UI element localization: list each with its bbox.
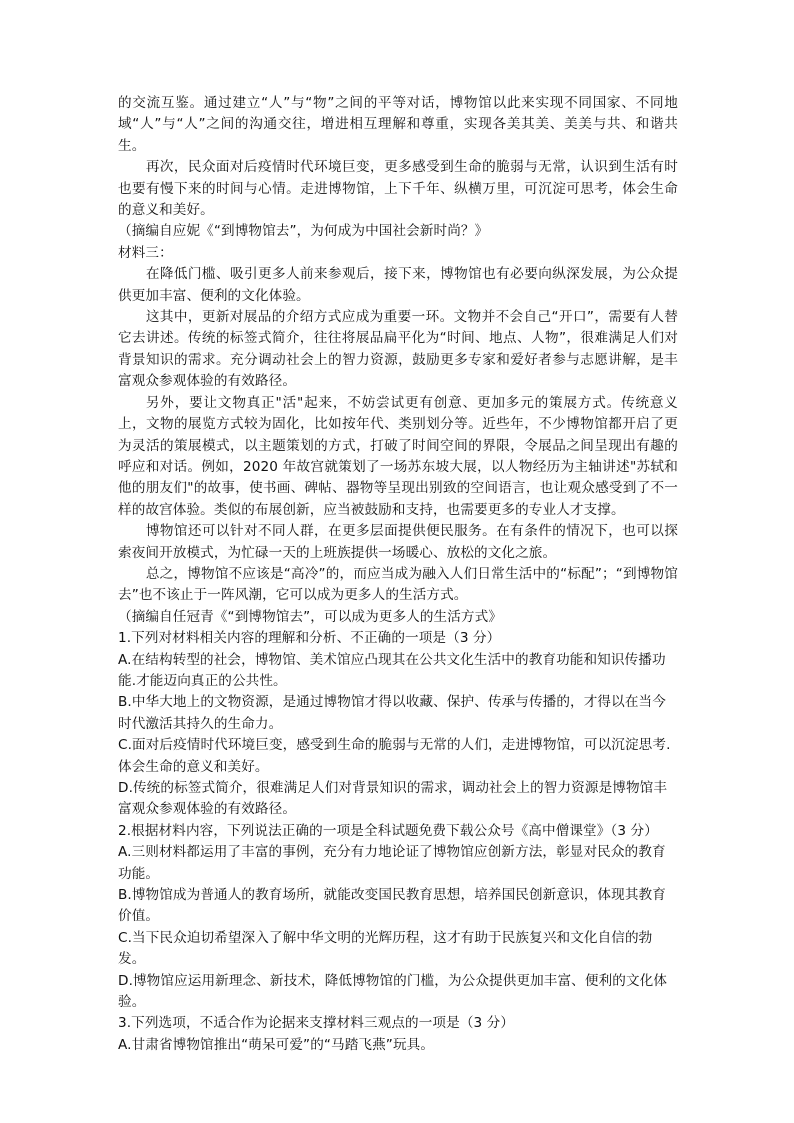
material2-paragraph-end: 的交流互鉴。通过建立“人”与“物”之间的平等对话，博物馆以此来实现不同国家、不同地域“人”与“人”之间的沟通交往，增进相互理解和尊重，实现各美其美、美美与共、和谐共生。 (118, 95, 678, 154)
question-1-option-c: C.面对后疫情时代环境巨变，感受到生命的脆弱与无常的人们，走进博物馆，可以沉淀思考.体会生命的意义和美好。 (118, 737, 671, 775)
question-3-option-a: A.甘肃省博物馆推出“萌呆可爱”的“马踏飞燕”玩具。 (118, 1036, 435, 1053)
question-2-option-c: C.当下民众迫切希望深入了解中华文明的光辉历程，这才有助于民族复兴和文化自信的勃发。 (118, 929, 653, 968)
material3-paragraph-4: 博物馆还可以针对不同人群，在更多层面提供便民服务。在有条件的情况下，也可以探索夜间开放模式，为忙碌一天的上班族提供一场暖心、放松的文化之旅。 (118, 523, 678, 561)
question-2-option-b: B.博物馆成为普通人的教育场所，就能改变国民教育思想，培养国民创新意识，体现其教育价值。 (118, 887, 666, 925)
material3-paragraph-3: 另外，要让文物真正"活"起来，不妨尝试更有创意、更加多元的策展方式。传统意义上，文物的展览方式较为固化，比如按年代、类别划分等。近些年，不少博物馆都开启了更为灵活的策展模式，以主题策划的方式，打破了时间空间的界限，令展品之间呈现出有趣的呼应和对话。例如，2020 年故宫就策划了一场苏东坡大展，以人物经历为主轴讲述"苏轼和他的朋友们"的故事，使书画、碑帖、器物等呈现出别致的空间语言，也让观众感受到了不一样的故宫体验。类似的布展创新，应当被鼓励和支持，也需要更多的专业人才支撑。 (118, 394, 678, 518)
question-1-option-b: B.中华大地上的文物资源，是通过博物馆才得以收藏、保护、传承与传播的，才得以在当今时代激活其持久的生命力。 (118, 694, 666, 732)
material3-paragraph-5: 总之，博物馆不应该是“高冷”的，而应当成为融入人们日常生活中的“标配”；“到博物馆去”也不该止于一阵风潮，它可以成为更多人的生活方式。 (118, 565, 678, 604)
material2-source: （摘编自应妮《“到博物馆去”，为何成为中国社会新时尚？》 (118, 223, 489, 240)
material3-paragraph-1: 在降低门槛、吸引更多人前来参观后，接下来，博物馆也有必要向纵深发展，为公众提供更加丰富、便利的文化体验。 (118, 266, 678, 304)
material3-heading: 材料三： (118, 244, 173, 261)
material3-source: （摘编自任冠青《“到博物馆去”，可以成为更多人的生活方式》 (118, 608, 503, 625)
document-page (118, 93, 678, 1056)
question-1-stem: 1.下列对材料相关内容的理解和分析、不正确的一项是（3 分） (118, 630, 501, 647)
question-2-option-a: A.三则材料都运用了丰富的事例，充分有力地论证了博物馆应创新方法，彰显对民众的教育功能。 (118, 844, 666, 882)
question-1-option-a: A.在结构转型的社会，博物馆、美术馆应凸现其在公共文化生活中的教育功能和知识传播功能.才能迈向真正的公共性。 (118, 651, 666, 689)
question-1-option-d: D.传统的标签式简介，很难满足人们对背景知识的需求，调动社会上的智力资源是博物馆丰富观众参观体验的有效路径。 (118, 780, 668, 818)
question-2-option-d: D.博物馆应运用新理念、新技术，降低博物馆的门槛，为公众提供更加丰富、便利的文化体验。 (118, 972, 668, 1011)
question-3-stem: 3.下列选项，不适合作为论据来支撑材料三观点的一项是（3 分） (118, 1015, 515, 1032)
material2-paragraph-again: 再次，民众面对后疫情时代环境巨变，更多感受到生命的脆弱与无常，认识到生活有时也要有慢下来的时间与心情。走进博物馆，上下千年、纵横万里，可沉淀可思考，体会生命的意义和美好。 (118, 159, 678, 219)
question-2-stem: 2.根据材料内容，下列说法正确的一项是全科试题免费下载公众号《高中僧课堂》（3 分） (118, 822, 658, 839)
material3-paragraph-2: 这其中，更新对展品的介绍方式应成为重要一环。文物并不会自己“开口”，需要有人替它去讲述。传统的标签式简介，往往将展品扁平化为“时间、地点、人物”，很难满足人们对背景知识的需求。充分调动社会上的智力资源，鼓励更多专家和爱好者参与志愿讲解，是丰富观众参观体验的有效路径。 (118, 309, 678, 390)
